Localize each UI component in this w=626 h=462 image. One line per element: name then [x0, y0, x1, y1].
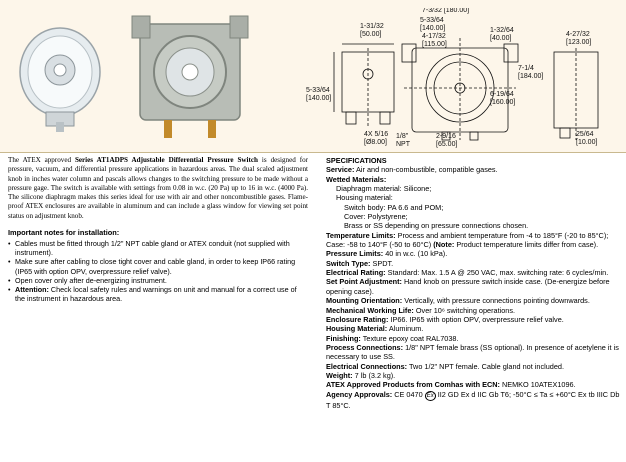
specifications-column [326, 156, 620, 410]
dim-140mm-top: [140.00] [420, 25, 446, 32]
switch-photo-clear [10, 14, 110, 134]
intro-paragraph [8, 156, 308, 221]
dim-65mm: [65.00] [436, 141, 458, 148]
spec-finishing: Finishing: Texture epoxy coat RAL7038. [326, 333, 459, 343]
intro-lead: The ATEX approved [8, 156, 75, 164]
dim-2-9-16: 2-9/16 [436, 133, 456, 140]
spec-atex: ATEX Approved Products from Comhas with ECN: NEMKO 10ATEX1096. [326, 380, 576, 390]
spec-wetted-materials: Wetted Materials: [326, 174, 387, 184]
spec-process-connections: Process Connections: 1/8" NPT female brass (SS optional). In presence of acetylene it is necessary to use SS. [326, 342, 619, 362]
dim-7-3-32: 7-3/32 [180.00] [422, 8, 470, 14]
dim-8mm: [Ø8.00] [364, 139, 387, 146]
dim-1-8-in: 1/8" [396, 133, 409, 140]
spec-electrical-rating: Electrical Rating: Standard: Max. 1.5 A @ 250 VAC, max. switching rate: 6 cycles/min. [326, 268, 609, 278]
dim-123mm: [123.00] [566, 39, 592, 46]
dim-npt: NPT [396, 141, 410, 148]
note-item: • Open cover only after de-energizing instrument. [8, 276, 308, 285]
spec-enclosure-rating: Enclosure Rating: IP66. IP65 with option OPV, overpressure relief valve. [326, 314, 564, 324]
spec-set-point: Set Point Adjustment: Hand knob on pressure switch inside case. (De-energize before opening case). [326, 277, 610, 296]
dim-5-33-64-side: 5-33/64 [306, 87, 330, 94]
spec-pressure-limits: Pressure Limits: 40 in w.c. (10 kPa). [326, 249, 448, 259]
attention-label: Attention: [15, 285, 49, 295]
spec-brass: Brass or SS depending on pressure connections chosen. [344, 221, 529, 231]
spec-switch-type: Switch Type: SPDT. [326, 258, 394, 268]
spec-diaphragm: Diaphragm material: Silicone; [336, 184, 432, 194]
notes-list [8, 239, 308, 303]
dim-40mm: [40.00] [490, 35, 512, 42]
dim-5-33-64-top: 5-33/64 [420, 17, 444, 24]
dim-115mm: [115.00] [422, 41, 447, 48]
spec-temperature: Temperature Limits: Process and ambient temperature from -4 to 185°F (-20 to 85°C); Case: -58 to 140°F (-50 to 60°C) (Note: Product temperature limits differ from case). [326, 230, 609, 250]
dim-25-64: 25/64 [576, 131, 594, 138]
note-item: • Cables must be fitted through 1/2" NPT cable gland or ATEX conduit (not supplied with instrument). [8, 239, 308, 257]
spec-service: Service: Air and non-combustible, compatible gases. [326, 165, 498, 175]
spec-housing: Housing material: [336, 193, 393, 203]
front-view [402, 38, 518, 140]
dim-1-32-64: 1-32/64 [490, 27, 514, 34]
dim-7-1-4: 7-1/4 [518, 65, 534, 72]
side-view [334, 44, 394, 128]
dim-4x-5-16: 4X 5/16 [364, 131, 389, 138]
dim-6-19-64: 6-19/64 [490, 91, 514, 98]
switch-photo-atex-enclosure [130, 6, 250, 146]
specifications-title: SPECIFICATIONS [326, 156, 387, 165]
dim-4-17-32: 4-17/32 [422, 33, 446, 40]
spec-switch-body: Switch body: PA 6.6 and POM; [344, 202, 444, 212]
end-view [554, 48, 598, 140]
dim-160mm: [160.00] [490, 99, 516, 106]
dim-50mm: [50.00] [360, 31, 382, 38]
dim-10mm: [10.00] [576, 139, 598, 146]
note-item-attention [8, 285, 308, 303]
intro-body: is designed for pressure, vacuum, and differential pressure applications in hazardous areas. The dual scaled adjustment knob in inches water column and pascals allows changes to the switching pressure to be made without a pressure gage. The switch is available with settings from 0.08 in w.c. (20 Pa) up to 16 in w.c. (4000 Pa). The silicone diaphragm makes this series ideal for use with air and other noncombustible gases. Flame-proof ATEX enclosures are available in aluminum and can include a glass window for viewing set point status on adjustment knob. [8, 156, 308, 220]
notes-title: Important notes for installation: [8, 228, 120, 238]
attention-text: Check local safety rules and warnings on unit and manual for a correct use of the instrument in hazardous area. [15, 285, 297, 304]
dim-1-31-32: 1-31/32 [360, 23, 384, 30]
spec-agency-approvals: Agency Approvals: CE 0470 Ex II2 GD Ex d IIC Gb T6; -50°C ≤ Ta ≤ +60°C Ex tb IIIC Db T 85°C. [326, 389, 620, 410]
series-name: Series AT1ADPS Adjustable Differential Pressure Switch [74, 156, 258, 164]
spec-working-life: Mechanical Working Life: Over 10⁶ switching operations. [326, 305, 516, 315]
spec-electrical-connections: Electrical Connections: Two 1/2" NPT female. Cable gland not included. [326, 361, 564, 371]
dim-4-27-32: 4-27/32 [566, 31, 590, 38]
description-column [8, 156, 308, 304]
dim-140mm-side: [140.00] [306, 95, 332, 102]
spec-cover: Cover: Polystyrene; [344, 212, 408, 222]
dim-184mm: [184.00] [518, 73, 544, 80]
spec-weight: Weight: 7 lb (3.2 kg). [326, 370, 396, 380]
dimension-drawing [304, 8, 620, 150]
note-item: • Make sure after cabling to close tight cover and cable gland, in order to keep IP66 rating (IP65 with option OPV, overpressure relief valve). [8, 257, 308, 275]
spec-housing-material: Housing Material: Aluminum. [326, 324, 424, 334]
spec-mounting: Mounting Orientation: Vertically, with pressure connections pointing downwards. [326, 296, 590, 306]
ex-icon: Ex [426, 392, 434, 399]
